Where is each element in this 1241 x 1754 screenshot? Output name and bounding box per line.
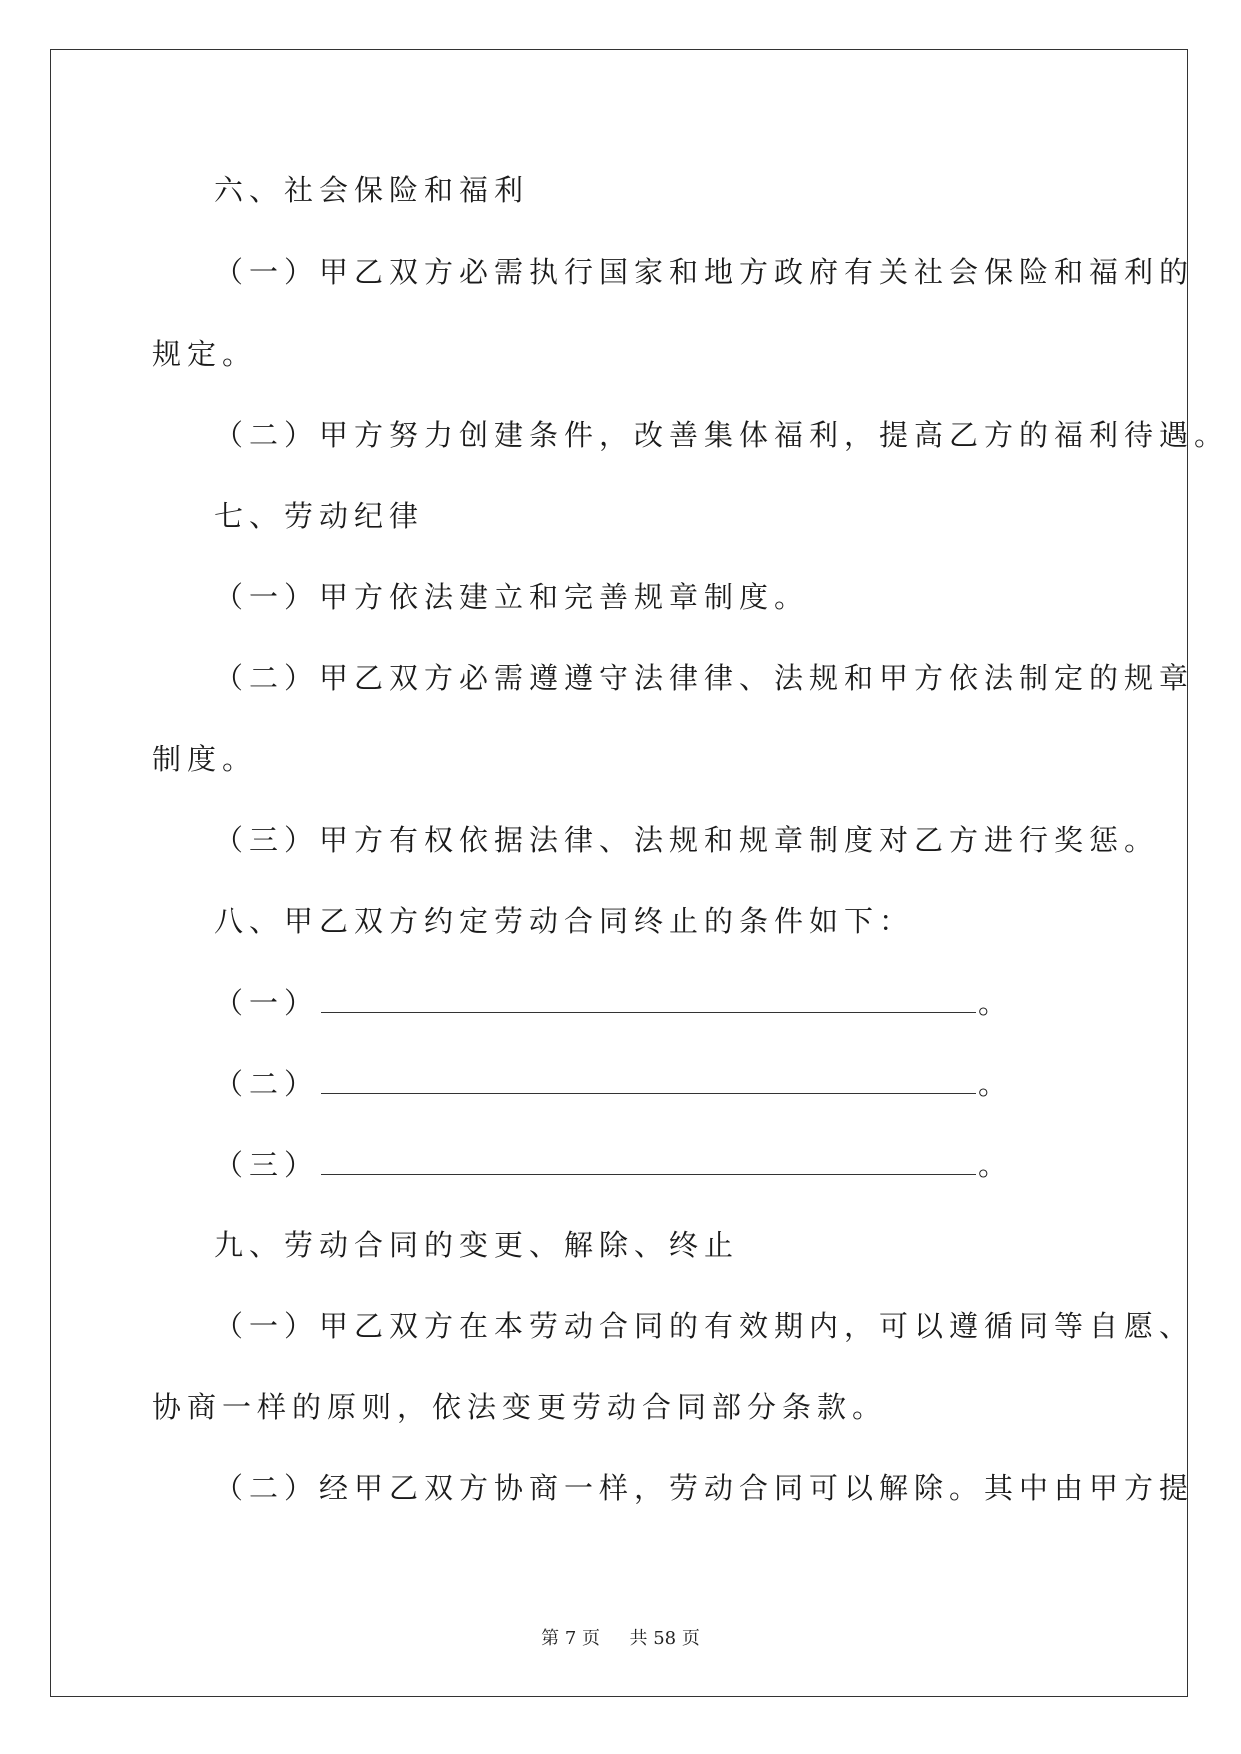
blank-suffix: 。: [978, 1148, 1014, 1182]
section-heading-contract-changes: 九、劳动合同的变更、解除、终止: [214, 1228, 740, 1262]
paragraph-line: （二）甲乙双方必需遵遵守法律律、法规和甲方依法制定的规章: [214, 661, 1195, 695]
paragraph-line: 制度。: [152, 742, 258, 776]
fill-in-blank-2: [214, 1069, 1013, 1099]
fill-in-blank-3: [214, 1150, 1013, 1180]
paragraph-line: （二）经甲乙双方协商一样，劳动合同可以解除。其中由甲方提: [214, 1471, 1195, 1505]
blank-prefix: （二）: [214, 1067, 320, 1101]
blank-suffix: 。: [978, 1067, 1014, 1101]
section-heading-labor-discipline: 七、劳动纪律: [214, 499, 425, 533]
blank-prefix: （三）: [214, 1148, 320, 1182]
fill-in-blank-1: [214, 988, 1013, 1018]
page-number: 第 7 页: [541, 1628, 601, 1649]
paragraph-line: 协商一样的原则，依法变更劳动合同部分条款。: [152, 1390, 888, 1424]
page-total: 共 58 页: [629, 1628, 700, 1649]
paragraph-line: （一）甲乙双方在本劳动合同的有效期内，可以遵循同等自愿、: [214, 1309, 1195, 1343]
blank-underline: [321, 988, 976, 1013]
section-heading-social-insurance: 六、社会保险和福利: [214, 173, 530, 207]
paragraph-line: （三）甲方有权依据法律、法规和规章制度对乙方进行奖惩。: [214, 823, 1160, 857]
page-border: [50, 49, 1188, 1697]
blank-prefix: （一）: [214, 986, 320, 1020]
blank-underline: [321, 1069, 976, 1094]
blank-underline: [321, 1150, 976, 1175]
paragraph-line: （一）甲方依法建立和完善规章制度。: [214, 580, 810, 614]
section-heading-termination-conditions: 八、甲乙双方约定劳动合同终止的条件如下：: [214, 904, 915, 938]
page-footer: [0, 1624, 1241, 1650]
paragraph-line: （二）甲方努力创建条件，改善集体福利，提高乙方的福利待遇。: [214, 418, 1230, 452]
blank-suffix: 。: [978, 986, 1014, 1020]
paragraph-line: 规定。: [152, 337, 258, 371]
paragraph-line: （一）甲乙双方必需执行国家和地方政府有关社会保险和福利的: [214, 255, 1195, 289]
